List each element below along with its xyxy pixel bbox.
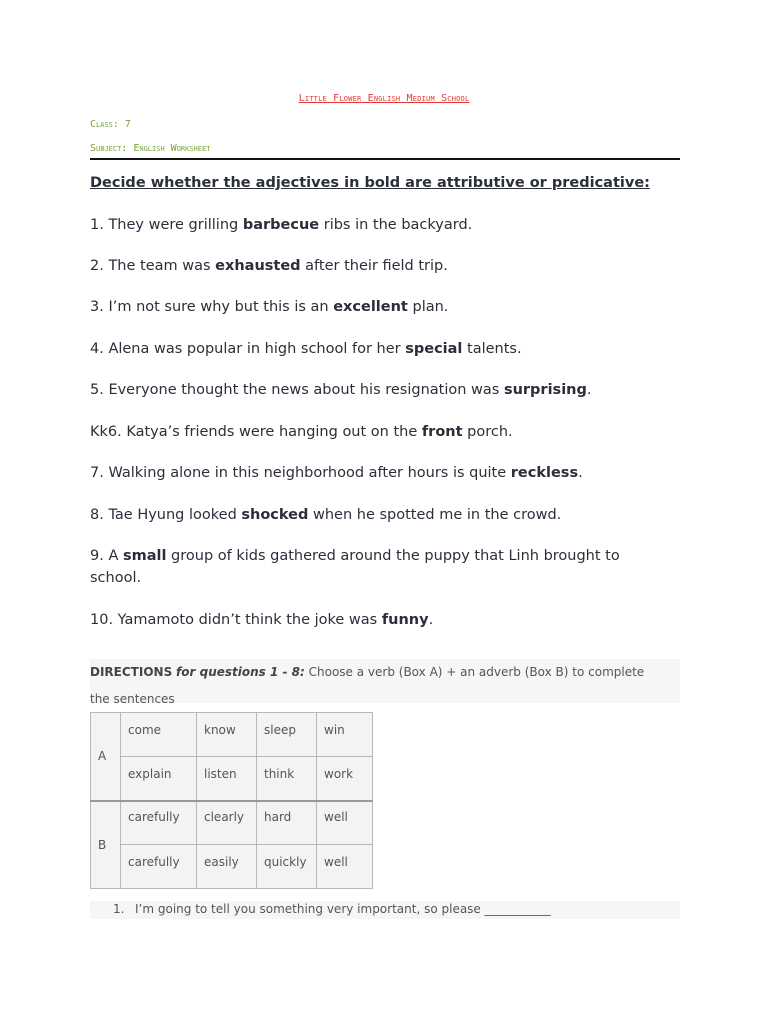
- exercise-number: 1.: [113, 902, 125, 916]
- table-row: [91, 801, 373, 845]
- question-text: plan.: [407, 299, 449, 315]
- box-a-label: A: [91, 713, 121, 801]
- bold-adjective: exhausted: [215, 258, 301, 274]
- question-text: 4. Alena was popular in high school for her: [90, 341, 406, 357]
- question-text: .: [428, 612, 434, 628]
- table-cell: work: [317, 757, 373, 801]
- table-row: [91, 845, 373, 889]
- class-label: Class: 7: [90, 119, 131, 130]
- table-cell: sleep: [257, 713, 317, 757]
- exercise-text: I’m going to tell you something very important, so please ___________: [135, 902, 551, 916]
- question-2: [90, 255, 680, 277]
- table-cell: carefully: [121, 845, 197, 889]
- table-cell: explain: [121, 757, 197, 801]
- question-text: 10. Yamamoto didn’t think the joke was: [90, 612, 382, 628]
- table-cell: know: [197, 713, 257, 757]
- box-b-label: B: [91, 801, 121, 889]
- table-cell: easily: [197, 845, 257, 889]
- bold-adjective: shocked: [241, 507, 309, 523]
- verb-adverb-table: [90, 712, 373, 889]
- bold-adjective: front: [421, 424, 463, 440]
- question-text: group of kids gathered around the puppy that Linh brought to school.: [90, 548, 620, 586]
- question-text: .: [578, 465, 583, 481]
- question-text: .: [586, 382, 592, 398]
- table-cell: clearly: [197, 801, 257, 845]
- directions-label: DIRECTIONS: [90, 665, 173, 679]
- question-5: [90, 379, 680, 401]
- question-4: [90, 338, 680, 360]
- table-cell: win: [317, 713, 373, 757]
- question-text: 1. They were grilling: [90, 217, 243, 233]
- directions-text: Choose a verb (Box A) + an adverb (Box B) to complete the sentences: [90, 665, 645, 706]
- bold-adjective: surprising: [503, 382, 587, 398]
- bold-adjective: funny: [381, 612, 429, 628]
- question-8: [90, 504, 680, 526]
- bold-adjective: special: [405, 341, 463, 357]
- table-row: [91, 757, 373, 801]
- question-6: [90, 421, 680, 443]
- table-cell: well: [317, 845, 373, 889]
- question-text: when he spotted me in the crowd.: [308, 507, 562, 523]
- table-cell: come: [121, 713, 197, 757]
- bold-adjective: reckless: [510, 465, 579, 481]
- question-7: [90, 462, 680, 484]
- table-cell: quickly: [257, 845, 317, 889]
- question-text: 5. Everyone thought the news about his resignation was: [90, 382, 504, 398]
- question-text: 8. Tae Hyung looked: [90, 507, 242, 523]
- table-cell: carefully: [121, 801, 197, 845]
- table-cell: well: [317, 801, 373, 845]
- subject-label: Subject: English Worksheet: [90, 143, 211, 154]
- bold-adjective: barbecue: [242, 217, 320, 233]
- worksheet-heading: Decide whether the adjectives in bold are attributive or predicative:: [90, 175, 650, 191]
- table-cell: listen: [197, 757, 257, 801]
- question-text: Kk6. Katya’s friends were hanging out on the: [90, 424, 422, 440]
- question-text: after their field trip.: [300, 258, 448, 274]
- question-text: 3. I’m not sure why but this is an: [90, 299, 334, 315]
- question-text: ribs in the backyard.: [319, 217, 473, 233]
- question-text: 9. A: [90, 548, 123, 564]
- question-1: [90, 214, 680, 236]
- table-cell: hard: [257, 801, 317, 845]
- question-text: 2. The team was: [90, 258, 216, 274]
- table-row: [91, 713, 373, 757]
- question-10: [90, 609, 680, 631]
- question-text: talents.: [462, 341, 522, 357]
- table-cell: think: [257, 757, 317, 801]
- bold-adjective: excellent: [333, 299, 408, 315]
- question-text: porch.: [462, 424, 513, 440]
- question-9: [90, 545, 650, 589]
- question-text: 7. Walking alone in this neighborhood after hours is quite: [90, 465, 511, 481]
- bold-adjective: small: [122, 548, 167, 564]
- exercise-item-1: [113, 902, 551, 916]
- directions-questions: for questions 1 - 8:: [176, 665, 305, 679]
- header-divider: [90, 158, 680, 160]
- directions: [90, 659, 650, 713]
- school-name: Little Flower English Medium School: [298, 93, 470, 104]
- question-3: [90, 296, 680, 318]
